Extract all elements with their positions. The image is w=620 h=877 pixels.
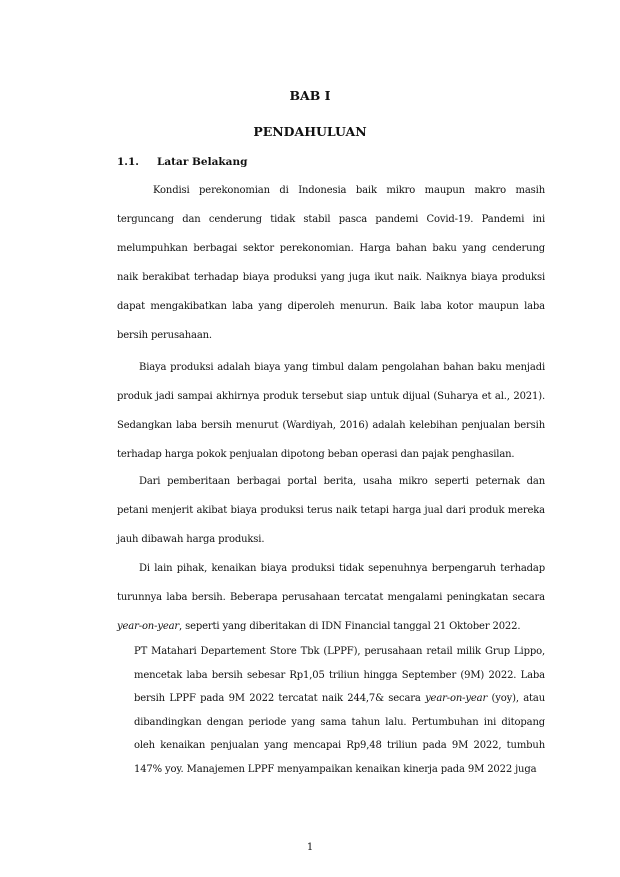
quote-emphasis: year-on-year (425, 693, 488, 704)
section-heading (117, 156, 247, 168)
chapter-label: BAB I (289, 88, 331, 103)
section-title: Latar Belakang (157, 156, 248, 168)
paragraph-4-emphasis: year-on-year (117, 621, 180, 632)
paragraph-3: Dari pemberitaan berbagai portal berita, usaha mikro seperti peternak dan petani menjerit akibat biaya produksi terus naik tetapi harga jual dari produk mereka jauh dibawah harga produksi. (117, 476, 545, 545)
quote-text-a: PT Matahari Departement Store Tbk (LPPF), perusahaan retail milik Grup Lippo, mencetak laba bersih sebesar Rp1,05 triliun hingga September (9M) 2022. Laba bersih LPPF pada 9M 2022 tercatat naik 244,7& secara (134, 646, 545, 704)
paragraph-2: Biaya produksi adalah biaya yang timbul dalam pengolahan bahan baku menjadi produk jadi sampai akhirnya produk tersebut siap untuk dijual (Suharya et al., 2021). Sedangkan laba bersih menurut (Wardiyah, 2016) adalah kelebihan penjualan bersih terhadap harga pokok penjualan dipotong beban operasi dan pajak penghasilan. (117, 362, 545, 460)
block-quote (134, 640, 545, 781)
quote-text-b: (yoy), atau dibandingkan dengan periode yang sama tahun lalu. Pertumbuhan ini ditopang oleh kenaikan penjualan yang mencapai Rp9,48 triliun pada 9M 2022, tumbuh 147% yoy. Manajemen LPPF menyampaikan kenaikan kinerja pada 9M 2022 juga (134, 693, 545, 775)
paragraph-1: Kondisi perekonomian di Indonesia baik mikro maupun makro masih terguncang dan cenderung tidak stabil pasca pandemi Covid-19. Pandemi ini melumpuhkan berbagai sektor perekonomian. Harga bahan baku yang cenderung naik berakibat terhadap biaya produksi yang juga ikut naik. Naiknya biaya produksi dapat mengakibatkan laba yang diperoleh menurun. Baik laba kotor maupun laba bersih perusahaan. (117, 185, 545, 341)
paragraph-4-text-a: Di lain pihak, kenaikan biaya produksi tidak sepenuhnya berpengaruh terhadap turunnya laba bersih. Beberapa perusahaan tercatat mengalami peningkatan secara (117, 563, 545, 603)
paragraph-4 (117, 554, 545, 641)
chapter-title: PENDAHULUAN (253, 124, 367, 139)
page-number: 1 (306, 842, 314, 853)
paragraph-4-text-b: , seperti yang diberitakan di IDN Financial tanggal 21 Oktober 2022. (179, 621, 521, 632)
section-number: 1.1. (117, 156, 139, 168)
